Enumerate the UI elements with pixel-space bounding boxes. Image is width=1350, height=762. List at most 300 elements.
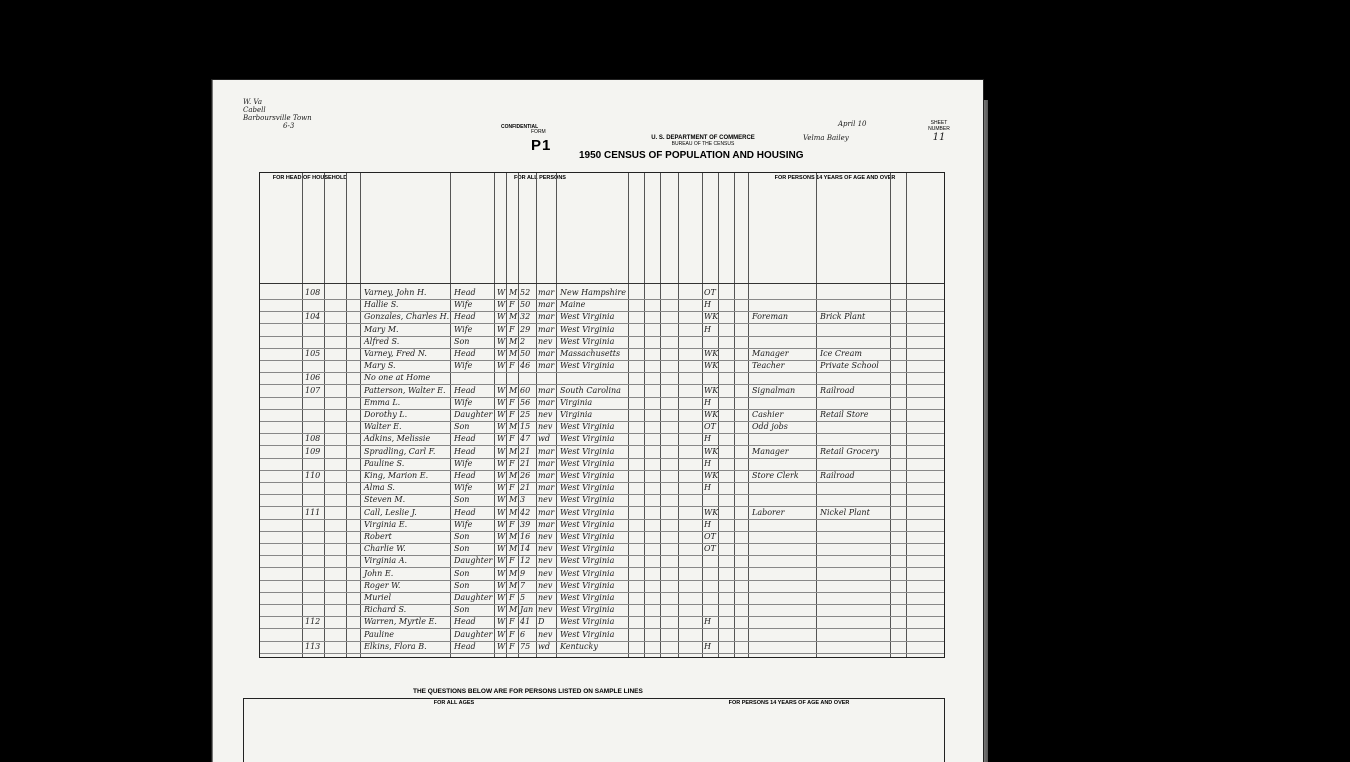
cell-age: 29 bbox=[520, 324, 531, 334]
cell-sex: M bbox=[509, 422, 518, 432]
cell-rel: Daughter bbox=[454, 556, 493, 566]
cell-race: W bbox=[497, 385, 506, 395]
cell-ms: nev bbox=[538, 605, 553, 615]
cell-sex: F bbox=[509, 629, 515, 639]
department-name: U. S. DEPARTMENT OF COMMERCE bbox=[651, 135, 755, 141]
cell-ms: nev bbox=[538, 593, 553, 602]
cell-occ: Odd jobs bbox=[752, 422, 788, 432]
cell-name: Dorothy L. bbox=[364, 410, 408, 419]
cell-ind: Retail Store bbox=[820, 410, 869, 419]
section-head-household: FOR HEAD OF HOUSEHOLD bbox=[272, 175, 348, 181]
cell-dwell: 107 bbox=[305, 385, 321, 395]
cell-rel: Daughter bbox=[454, 410, 493, 419]
cell-race: W bbox=[497, 593, 506, 602]
cell-race: W bbox=[497, 519, 506, 529]
cell-birth: West Virginia bbox=[560, 434, 615, 444]
cell-ms: wd bbox=[538, 434, 550, 444]
cell-race: W bbox=[497, 544, 506, 554]
cell-race: W bbox=[497, 361, 506, 371]
cell-race: W bbox=[497, 556, 506, 566]
cell-dwell: 104 bbox=[305, 312, 321, 322]
cell-sex: M bbox=[509, 471, 518, 480]
cell-race: W bbox=[497, 336, 506, 346]
cell-act: OT bbox=[704, 422, 716, 432]
cell-sex: F bbox=[509, 397, 515, 407]
cell-age: 42 bbox=[520, 507, 531, 517]
state: W. Va bbox=[243, 98, 263, 106]
cell-sex: M bbox=[509, 507, 518, 517]
table-row bbox=[260, 385, 944, 397]
cell-act: H bbox=[704, 617, 711, 627]
cell-ms: nev bbox=[538, 410, 553, 419]
cell-age: 60 bbox=[520, 385, 531, 395]
cell-name: Warren, Myrtle E. bbox=[364, 617, 437, 627]
table-row bbox=[260, 531, 944, 543]
cell-name: John E. bbox=[364, 568, 394, 578]
census-sheet bbox=[212, 80, 983, 762]
cell-birth: West Virginia bbox=[560, 580, 615, 590]
cell-name: Mary M. bbox=[364, 324, 399, 334]
date-enumerator bbox=[783, 120, 943, 142]
cell-race: W bbox=[497, 617, 506, 627]
cell-sex: M bbox=[509, 385, 518, 395]
cell-name: Elkins, Flora B. bbox=[364, 641, 427, 651]
cell-sex: M bbox=[509, 532, 518, 541]
location-header bbox=[243, 98, 493, 130]
cell-ms: mar bbox=[538, 324, 555, 334]
table-row bbox=[260, 372, 944, 384]
cell-act: WK bbox=[704, 385, 719, 395]
cell-ms: mar bbox=[538, 397, 555, 407]
cell-ms: nev bbox=[538, 629, 553, 639]
cell-name: Pauline bbox=[364, 629, 394, 639]
cell-ms: mar bbox=[538, 519, 555, 529]
table-row bbox=[260, 507, 944, 519]
cell-dwell: 112 bbox=[305, 617, 321, 627]
cell-dwell: 108 bbox=[305, 288, 321, 297]
cell-rel: Son bbox=[454, 568, 470, 578]
cell-name: Steven M. bbox=[364, 495, 406, 505]
cell-age: 41 bbox=[520, 617, 531, 627]
cell-birth: West Virginia bbox=[560, 519, 615, 529]
cell-race: W bbox=[497, 641, 506, 651]
cell-birth: Maine bbox=[560, 300, 586, 310]
section-all-persons: FOR ALL PERSONS bbox=[514, 175, 566, 181]
cell-rel: Head bbox=[454, 349, 476, 358]
cell-age: 16 bbox=[520, 532, 531, 541]
table-row bbox=[260, 360, 944, 372]
cell-act: WK bbox=[704, 349, 719, 358]
cell-birth: West Virginia bbox=[560, 532, 615, 541]
cell-act: WK bbox=[704, 312, 719, 322]
cell-name: Robert bbox=[364, 532, 392, 541]
cell-age: 26 bbox=[520, 471, 531, 480]
cell-dwell: 109 bbox=[305, 446, 321, 456]
cell-race: W bbox=[497, 458, 506, 468]
cell-age: 46 bbox=[520, 361, 531, 371]
cell-act: H bbox=[704, 434, 711, 444]
cell-ms: wd bbox=[538, 641, 550, 651]
cell-sex: M bbox=[509, 568, 518, 578]
cell-name: Roger W. bbox=[364, 580, 401, 590]
cell-rel: Son bbox=[454, 422, 470, 432]
cell-birth: West Virginia bbox=[560, 629, 615, 639]
cell-race: W bbox=[497, 288, 506, 297]
cell-name: Walter E. bbox=[364, 422, 402, 432]
cell-dwell: 113 bbox=[305, 641, 321, 651]
table-row bbox=[260, 433, 944, 445]
cell-age: 21 bbox=[520, 446, 531, 456]
cell-name: Hallie S. bbox=[364, 300, 399, 310]
cell-birth: West Virginia bbox=[560, 544, 615, 554]
sheet-number-label: SHEET NUMBER bbox=[928, 120, 950, 132]
table-row bbox=[260, 482, 944, 494]
cell-age: 5 bbox=[520, 593, 526, 602]
cell-ms: nev bbox=[538, 495, 553, 505]
table-row bbox=[260, 397, 944, 409]
table-row bbox=[260, 336, 944, 348]
cell-age: 75 bbox=[520, 641, 531, 651]
cell-birth: West Virginia bbox=[560, 312, 615, 322]
cell-name: Adkins, Melissie bbox=[364, 434, 431, 444]
cell-name: Richard S. bbox=[364, 605, 407, 615]
cell-name: Emma L. bbox=[364, 397, 401, 407]
cell-dwell: 110 bbox=[305, 471, 321, 480]
cell-ms: mar bbox=[538, 349, 555, 358]
cell-name: Mary S. bbox=[364, 361, 396, 371]
table-row bbox=[260, 324, 944, 336]
cell-rel: Head bbox=[454, 446, 476, 456]
cell-rel: Head bbox=[454, 312, 476, 322]
cell-ind: Nickel Plant bbox=[820, 507, 870, 517]
cell-race: W bbox=[497, 324, 506, 334]
cell-sex: M bbox=[509, 495, 518, 505]
cell-race: W bbox=[497, 568, 506, 578]
cell-ms: mar bbox=[538, 446, 555, 456]
cell-sex: M bbox=[509, 605, 518, 615]
cell-ms: nev bbox=[538, 544, 553, 554]
bureau-name: BUREAU OF THE CENSUS bbox=[671, 141, 735, 147]
county: Cabell bbox=[243, 106, 266, 114]
cell-rel: Head bbox=[454, 617, 476, 627]
table-row bbox=[260, 543, 944, 555]
cell-sex: M bbox=[509, 349, 518, 358]
cell-occ: Cashier bbox=[752, 410, 784, 419]
cell-name: Alfred S. bbox=[364, 336, 400, 346]
cell-act: H bbox=[704, 324, 711, 334]
cell-sex: F bbox=[509, 324, 515, 334]
cell-rel: Head bbox=[454, 471, 476, 480]
cell-birth: Massachusetts bbox=[560, 349, 621, 358]
cell-age: 14 bbox=[520, 544, 531, 554]
table-row bbox=[260, 629, 944, 641]
cell-sex: F bbox=[509, 519, 515, 529]
cell-age: 3 bbox=[520, 495, 526, 505]
cell-rel: Son bbox=[454, 495, 470, 505]
cell-age: 9 bbox=[520, 568, 526, 578]
sample-lines-section bbox=[243, 698, 945, 762]
cell-birth: West Virginia bbox=[560, 458, 615, 468]
cell-rel: Wife bbox=[454, 361, 473, 371]
cell-dwell: 105 bbox=[305, 349, 321, 358]
cell-ms: nev bbox=[538, 568, 553, 578]
cell-race: W bbox=[497, 397, 506, 407]
cell-sex: F bbox=[509, 458, 515, 468]
cell-act: WK bbox=[704, 410, 719, 419]
cell-ms: nev bbox=[538, 422, 553, 432]
table-row bbox=[260, 616, 944, 628]
cell-rel: Son bbox=[454, 532, 470, 541]
sample-all-ages: FOR ALL AGES bbox=[433, 700, 475, 706]
cell-age: 2 bbox=[520, 336, 526, 346]
cell-ms: mar bbox=[538, 300, 555, 310]
cell-sex: F bbox=[509, 361, 515, 371]
cell-rel: Son bbox=[454, 605, 470, 615]
cell-age: 50 bbox=[520, 349, 531, 358]
cell-dwell: 108 bbox=[305, 434, 321, 444]
cell-name: Varney, Fred N. bbox=[364, 349, 427, 358]
cell-birth: New Hampshire bbox=[560, 288, 626, 297]
cell-rel: Daughter bbox=[454, 593, 493, 602]
table-row bbox=[260, 519, 944, 531]
cell-birth: Virginia bbox=[560, 410, 593, 419]
cell-birth: West Virginia bbox=[560, 617, 615, 627]
table-row bbox=[260, 494, 944, 506]
cell-race: W bbox=[497, 446, 506, 456]
cell-occ: Laborer bbox=[752, 507, 785, 517]
place: Barboursville Town bbox=[243, 114, 312, 122]
census-title: 1950 CENSUS OF POPULATION AND HOUSING bbox=[579, 150, 804, 161]
cell-race: W bbox=[497, 495, 506, 505]
cell-rel: Wife bbox=[454, 483, 473, 493]
cell-race: W bbox=[497, 483, 506, 493]
cell-birth: West Virginia bbox=[560, 361, 615, 371]
form-code: P1 bbox=[531, 137, 552, 154]
cell-ms: mar bbox=[538, 458, 555, 468]
cell-act: WK bbox=[704, 361, 719, 371]
cell-ind: Private School bbox=[820, 361, 879, 371]
cell-name: Muriel bbox=[364, 593, 392, 602]
cell-rel: Daughter bbox=[454, 629, 493, 639]
cell-sex: M bbox=[509, 446, 518, 456]
table-row bbox=[260, 287, 944, 299]
cell-name: Charlie W. bbox=[364, 544, 406, 554]
cell-ms: nev bbox=[538, 336, 553, 346]
cell-birth: West Virginia bbox=[560, 422, 615, 432]
cell-race: W bbox=[497, 580, 506, 590]
cell-age: 6 bbox=[520, 629, 526, 639]
cell-occ: Manager bbox=[752, 349, 789, 358]
table-row bbox=[260, 470, 944, 482]
section-persons-14: FOR PERSONS 14 YEARS OF AGE AND OVER bbox=[774, 175, 896, 181]
table-row bbox=[260, 641, 944, 653]
cell-sex: M bbox=[509, 544, 518, 554]
cell-ms: mar bbox=[538, 471, 555, 480]
census-grid bbox=[259, 172, 945, 658]
table-row bbox=[260, 592, 944, 604]
table-row bbox=[260, 311, 944, 323]
cell-ms: D bbox=[538, 617, 545, 627]
cell-name: Alma S. bbox=[364, 483, 395, 493]
cell-age: 52 bbox=[520, 288, 531, 297]
cell-age: 7 bbox=[520, 580, 526, 590]
cell-sex: F bbox=[509, 556, 515, 566]
cell-ms: mar bbox=[538, 483, 555, 493]
cell-rel: Head bbox=[454, 434, 476, 444]
cell-act: H bbox=[704, 519, 711, 529]
cell-birth: West Virginia bbox=[560, 568, 615, 578]
cell-birth: West Virginia bbox=[560, 471, 615, 480]
cell-rel: Son bbox=[454, 336, 470, 346]
cell-ms: mar bbox=[538, 361, 555, 371]
cell-name: No one at Home bbox=[364, 373, 431, 383]
cell-rel: Head bbox=[454, 641, 476, 651]
cell-occ: Foreman bbox=[752, 312, 788, 322]
table-row bbox=[260, 348, 944, 360]
cell-birth: West Virginia bbox=[560, 507, 615, 517]
cell-birth: West Virginia bbox=[560, 495, 615, 505]
cell-sex: F bbox=[509, 641, 515, 651]
sheet-number: 11 bbox=[932, 132, 946, 143]
cell-ms: nev bbox=[538, 556, 553, 566]
cell-ms: nev bbox=[538, 580, 553, 590]
cell-name: Call, Leslie J. bbox=[364, 507, 417, 517]
cell-age: 21 bbox=[520, 458, 531, 468]
department bbox=[603, 135, 803, 147]
cell-ind: Railroad bbox=[820, 385, 855, 395]
cell-act: WK bbox=[704, 471, 719, 480]
cell-sex: M bbox=[509, 288, 518, 297]
table-row bbox=[260, 299, 944, 311]
cell-sex: M bbox=[509, 312, 518, 322]
cell-name: King, Marion E. bbox=[364, 471, 429, 480]
cell-age: 12 bbox=[520, 556, 531, 566]
cell-race: W bbox=[497, 434, 506, 444]
cell-name: Varney, John H. bbox=[364, 288, 427, 297]
cell-age: 21 bbox=[520, 483, 531, 493]
cell-sex: F bbox=[509, 434, 515, 444]
cell-birth: West Virginia bbox=[560, 605, 615, 615]
cell-age: 39 bbox=[520, 519, 531, 529]
cell-race: W bbox=[497, 629, 506, 639]
cell-race: W bbox=[497, 532, 506, 541]
cell-rel: Son bbox=[454, 544, 470, 554]
cell-birth: Virginia bbox=[560, 397, 593, 407]
cell-ms: mar bbox=[538, 312, 555, 322]
cell-rel: Head bbox=[454, 385, 476, 395]
cell-race: W bbox=[497, 410, 506, 419]
cell-birth: West Virginia bbox=[560, 556, 615, 566]
cell-name: Virginia A. bbox=[364, 556, 408, 566]
cell-birth: Kentucky bbox=[560, 641, 598, 651]
cell-act: WK bbox=[704, 507, 719, 517]
cell-dwell: 111 bbox=[305, 507, 321, 517]
cell-race: W bbox=[497, 605, 506, 615]
cell-act: H bbox=[704, 300, 711, 310]
cell-dwell: 106 bbox=[305, 373, 321, 383]
cell-act: OT bbox=[704, 532, 716, 541]
table-row bbox=[260, 568, 944, 580]
table-row bbox=[260, 555, 944, 567]
cell-ind: Railroad bbox=[820, 471, 855, 480]
cell-sex: F bbox=[509, 410, 515, 419]
cell-name: Virginia E. bbox=[364, 519, 408, 529]
table-row bbox=[260, 604, 944, 616]
cell-name: Patterson, Walter E. bbox=[364, 385, 446, 395]
cell-birth: West Virginia bbox=[560, 446, 615, 456]
cell-act: H bbox=[704, 397, 711, 407]
cell-occ: Manager bbox=[752, 446, 789, 456]
cell-sex: F bbox=[509, 300, 515, 310]
cell-race: W bbox=[497, 349, 506, 358]
cell-birth: West Virginia bbox=[560, 593, 615, 602]
table-row bbox=[260, 580, 944, 592]
cell-sex: M bbox=[509, 336, 518, 346]
cell-race: W bbox=[497, 300, 506, 310]
cell-race: W bbox=[497, 507, 506, 517]
cell-age: 32 bbox=[520, 312, 531, 322]
cell-occ: Teacher bbox=[752, 361, 785, 371]
cell-age: 25 bbox=[520, 410, 531, 419]
enumerator-name: Velma Bailey bbox=[803, 134, 849, 142]
cell-ms: nev bbox=[538, 532, 553, 541]
table-row bbox=[260, 421, 944, 433]
cell-rel: Son bbox=[454, 580, 470, 590]
cell-sex: F bbox=[509, 617, 515, 627]
cell-act: OT bbox=[704, 544, 716, 554]
cell-rel: Wife bbox=[454, 397, 473, 407]
cell-rel: Head bbox=[454, 507, 476, 517]
sheet-number-box bbox=[921, 120, 957, 143]
cell-occ: Signalman bbox=[752, 385, 796, 395]
cell-rel: Wife bbox=[454, 324, 473, 334]
cell-name: Spradling, Carl F. bbox=[364, 446, 436, 456]
table-row bbox=[260, 409, 944, 421]
cell-age: 56 bbox=[520, 397, 531, 407]
cell-sex: F bbox=[509, 593, 515, 602]
cell-name: Gonzales, Charles H. bbox=[364, 312, 450, 322]
enumeration-date: April 10 bbox=[838, 120, 867, 128]
cell-rel: Wife bbox=[454, 300, 473, 310]
enumeration-district: 6-3 bbox=[283, 122, 295, 130]
cell-age: 15 bbox=[520, 422, 531, 432]
cell-ms: mar bbox=[538, 288, 555, 297]
cell-birth: West Virginia bbox=[560, 336, 615, 346]
cell-sex: M bbox=[509, 580, 518, 590]
cell-act: OT bbox=[704, 288, 716, 297]
cell-rel: Wife bbox=[454, 458, 473, 468]
cell-birth: West Virginia bbox=[560, 483, 615, 493]
cell-act: H bbox=[704, 641, 711, 651]
cell-race: W bbox=[497, 422, 506, 432]
cell-birth: South Carolina bbox=[560, 385, 621, 395]
cell-ind: Ice Cream bbox=[820, 349, 862, 358]
cell-age: 47 bbox=[520, 434, 531, 444]
cell-race: W bbox=[497, 471, 506, 480]
cell-sex: F bbox=[509, 483, 515, 493]
cell-age: Jan bbox=[520, 605, 534, 615]
cell-act: WK bbox=[704, 446, 719, 456]
sample-persons-14: FOR PERSONS 14 YEARS OF AGE AND OVER bbox=[728, 700, 850, 706]
cell-act: H bbox=[704, 458, 711, 468]
confidential-label: CONFIDENTIAL bbox=[501, 124, 539, 130]
cell-ind: Retail Grocery bbox=[820, 446, 879, 456]
cell-act: H bbox=[704, 483, 711, 493]
cell-rel: Head bbox=[454, 288, 476, 297]
cell-ms: mar bbox=[538, 385, 555, 395]
cell-rel: Wife bbox=[454, 519, 473, 529]
cell-ind: Brick Plant bbox=[820, 312, 866, 322]
